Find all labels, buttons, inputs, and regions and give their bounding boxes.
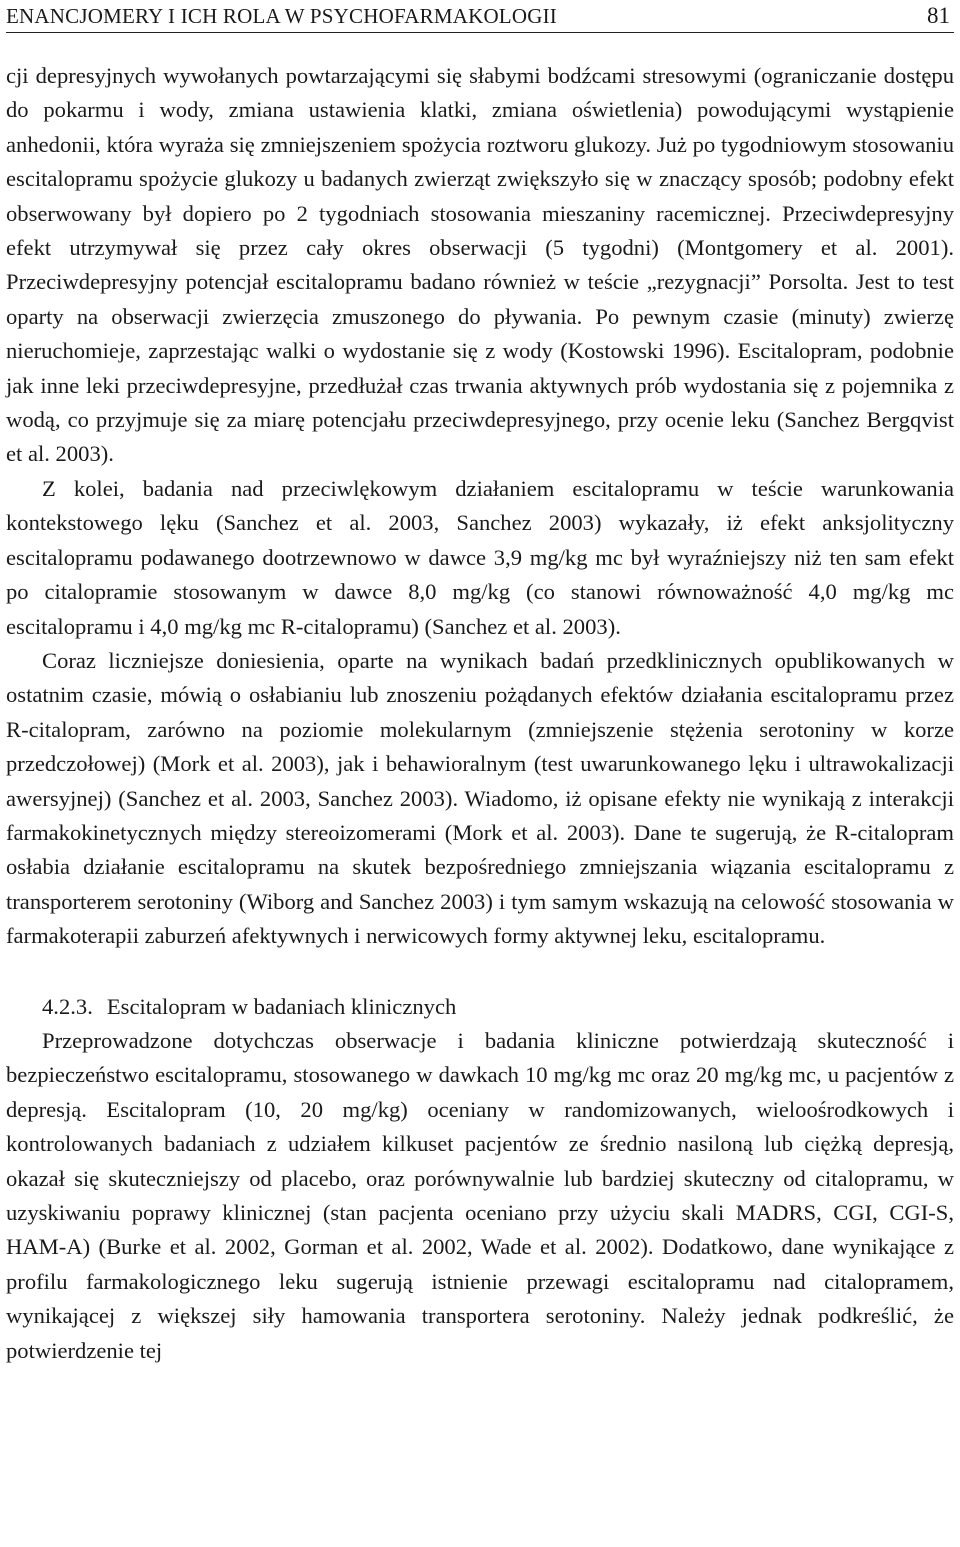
paragraph-3: Coraz liczniejsze doniesienia, oparte na wynikach badań przedklinicznych opublikowanych w ostatnim czasie, mówią o osłabianiu lub znoszeniu pożądanych efektów działania escitalopramu przez R-citalopram, zarówno na poziomie molekularnym (zmniejszenie stężenia serotoniny w korze przedczołowej) (Mork et al. 2003), jak i behawioralnym (test uwarunkowanego lęku i ultrawokalizacji awersyjnej) (Sanchez et al. 2003, Sanchez 2003). Wiadomo, iż opisane efekty nie wynikają z interakcji farmakokinetycznych między stereoizomerami (Mork et al. 2003). Dane te sugerują, że R-citalopram osłabia działanie escitalopramu na skutek bezpośredniego zmniejszania wiązania escitalopramu z transporterem serotoniny (Wiborg and Sanchez 2003) i tym samym wskazują na celowość stosowania w farmakoterapii zaburzeń afektywnych i nerwicowych formy aktywnej leku, escitalopramu. — [6, 647, 954, 949]
section-title: Escitalopram w badaniach klinicznych — [106, 993, 457, 1019]
document-page — [6, 0, 954, 1368]
section-heading — [6, 990, 954, 1024]
section-paragraph: Przeprowadzone dotychczas obserwacje i badania kliniczne potwierdzają skuteczność i bezpieczeństwo escitalopramu, stosowanego w dawkach 10 mg/kg mc oraz 20 mg/kg mc, u pacjentów z depresją. Escitalopram (10, 20 mg/kg) oceniany w randomizowanych, wieloośrodkowych i kontrolowanych badaniach z udziałem kilkuset pacjentów ze średnio nasiloną lub ciężką depresją, okazał się skuteczniejszy od placebo, oraz porównywalnie lub bardziej skuteczny od citalopramu, w uzyskiwaniu poprawy klinicznej (stan pacjenta oceniano przy użyciu skali MADRS, CGI, CGI-S, HAM-A) (Burke et al. 2002, Gorman et al. 2002, Wade et al. 2002). Dodatkowo, dane wynikające z profilu farmakologicznego leku sugerują istnienie przewagi escitalopramu nad citalopramem, wynikającej z większej siły hamowania transportera serotoniny. Należy jednak podkreślić, że potwierdzenie tej — [6, 1027, 954, 1363]
running-title: ENANCJOMERY I ICH ROLA W PSYCHOFARMAKOLOGII — [6, 4, 557, 28]
paragraph-1: cji depresyjnych wywołanych powtarzającymi się słabymi bodźcami stresowymi (ograniczanie dostępu do pokarmu i wody, zmiana ustawienia klatki, zmiana oświetlenia) powodującymi wystąpienie anhedonii, która wyraża się zmniejszeniem spożycia roztworu glukozy. Już po tygodniowym stosowaniu escitalopramu spożycie glukozy u badanych zwierząt zwiększyło się w znaczący sposób; podobny efekt obserwowany był dopiero po 2 tygodniach stosowania mieszaniny racemicznej. Przeciwdepresyjny efekt utrzymywał się przez cały okres obserwacji (5 tygodni) (Montgomery et al. 2001). Przeciwdepresyjny potencjał escitalopramu badano również w teście „rezygnacji” Porsolta. Jest to test oparty na obserwacji zwierzęcia zmuszonego do pływania. Po pewnym czasie (minuty) zwierzę nieruchomieje, zaprzestając walki o wydostanie się z wody (Kostowski 1996). Escitalopram, podobnie jak inne leki przeciwdepresyjne, przedłużał czas trwania aktywnych prób wydostania się z pojemnika z wodą, co przyjmuje się za miarę potencjału przeciwdepresyjnego, przy ocenie leku (Sanchez Bergqvist et al. 2003). — [6, 63, 954, 467]
paragraph-2: Z kolei, badania nad przeciwlękowym działaniem escitalopramu w teście warunkowania kontekstowego lęku (Sanchez et al. 2003, Sanchez 2003) wykazały, iż efekt anksjolityczny escitalopramu podawanego dootrzewnowo w dawce 3,9 mg/kg mc był wyraźniejszy niż ten sam efekt po citalopramie stosowanym w dawce 8,0 mg/kg (co stanowi równoważność 4,0 mg/kg mc escitalopramu i 4,0 mg/kg mc R-citalopramu) (Sanchez et al. 2003). — [6, 475, 954, 639]
page-number: 81 — [927, 3, 950, 28]
section-number: 4.2.3. — [42, 993, 93, 1019]
section-body — [6, 1024, 954, 1368]
body-text — [6, 59, 954, 954]
running-header — [6, 2, 954, 33]
